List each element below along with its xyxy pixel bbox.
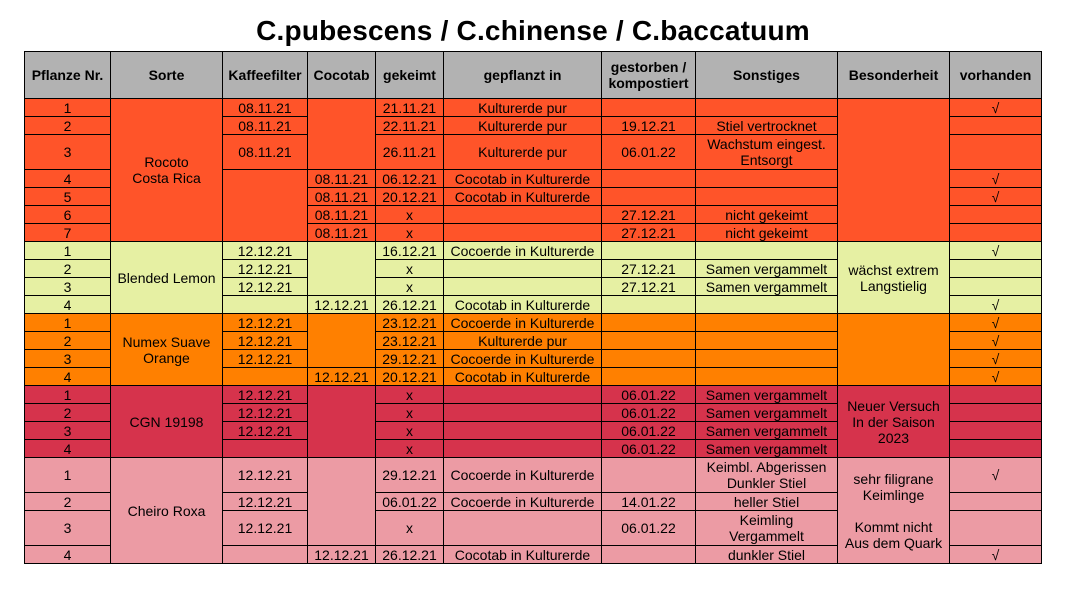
- cell-nr: 3: [25, 511, 111, 546]
- cell-gepflanzt: Kulturerde pur: [444, 117, 602, 135]
- cell-vorhanden: √: [950, 458, 1042, 493]
- cell-gekeimt: 20.12.21: [376, 188, 444, 206]
- cell-gestorben: 06.01.22: [602, 135, 696, 170]
- cell-nr: 7: [25, 224, 111, 242]
- header-gestorben: [602, 52, 696, 99]
- header-besonderheit: Besonderheit: [838, 52, 950, 99]
- cell-besonderheit: [838, 99, 950, 242]
- cell-nr: 3: [25, 135, 111, 170]
- cell-sonstiges: [696, 314, 838, 332]
- cell-sorte: [111, 314, 223, 386]
- table-row: [25, 99, 1042, 117]
- cell-sonstiges: [696, 99, 838, 117]
- cell-gepflanzt: Cocoerde in Kulturerde: [444, 493, 602, 511]
- cell-gestorben: [602, 314, 696, 332]
- cell-gekeimt: 23.12.21: [376, 332, 444, 350]
- cell-gepflanzt: [444, 440, 602, 458]
- cell-cocotab: 08.11.21: [308, 206, 376, 224]
- cell-vorhanden: √: [950, 546, 1042, 564]
- cell-kaffeefilter: [223, 368, 308, 386]
- cell-gekeimt: x: [376, 278, 444, 296]
- cell-sorte: CGN 19198: [111, 386, 223, 458]
- cell-kaffeefilter: 12.12.21: [223, 278, 308, 296]
- cell-vorhanden: [950, 206, 1042, 224]
- cell-gekeimt: 20.12.21: [376, 368, 444, 386]
- header-vorhanden: vorhanden: [950, 52, 1042, 99]
- cell-gepflanzt: Cocotab in Kulturerde: [444, 546, 602, 564]
- cell-nr: 3: [25, 350, 111, 368]
- cell-sonstiges: [696, 135, 838, 170]
- cell-kaffeefilter: 12.12.21: [223, 422, 308, 440]
- cell-sonstiges: [696, 350, 838, 368]
- cell-gepflanzt: Kulturerde pur: [444, 135, 602, 170]
- cell-sonstiges: Samen vergammelt: [696, 404, 838, 422]
- cell-gepflanzt: Cocotab in Kulturerde: [444, 368, 602, 386]
- cell-gepflanzt: [444, 278, 602, 296]
- cell-gestorben: 27.12.21: [602, 260, 696, 278]
- cell-gepflanzt: Cocotab in Kulturerde: [444, 296, 602, 314]
- cell-vorhanden: [950, 386, 1042, 404]
- cell-gestorben: 19.12.21: [602, 117, 696, 135]
- cell-gepflanzt: Cocoerde in Kulturerde: [444, 458, 602, 493]
- sonstiges-line2: Dunkler Stiel: [726, 475, 807, 491]
- header-gestorben-line2: kompostiert: [608, 75, 689, 91]
- cell-vorhanden: √: [950, 332, 1042, 350]
- cell-gekeimt: x: [376, 440, 444, 458]
- cell-vorhanden: [950, 493, 1042, 511]
- cell-sonstiges: [696, 242, 838, 260]
- cell-gepflanzt: Kulturerde pur: [444, 332, 602, 350]
- cell-kaffeefilter: 12.12.21: [223, 260, 308, 278]
- besonderheit-line3: Kommt nicht: [854, 518, 933, 535]
- cell-cocotab: [308, 458, 376, 546]
- cell-gepflanzt: [444, 206, 602, 224]
- besonderheit-line2: In der Saison: [852, 413, 935, 430]
- cell-kaffeefilter: 08.11.21: [223, 99, 308, 117]
- cell-vorhanden: [950, 135, 1042, 170]
- cell-vorhanden: √: [950, 242, 1042, 260]
- besonderheit-line3: 2023: [877, 429, 910, 446]
- cell-nr: 2: [25, 404, 111, 422]
- cell-kaffeefilter: 12.12.21: [223, 314, 308, 332]
- table-header-row: [25, 52, 1042, 99]
- cell-sonstiges: [696, 458, 838, 493]
- cell-gekeimt: 06.01.22: [376, 493, 444, 511]
- cell-gekeimt: 22.11.21: [376, 117, 444, 135]
- cell-gestorben: 27.12.21: [602, 206, 696, 224]
- cell-sonstiges: [696, 188, 838, 206]
- header-kaffeefilter: Kaffeefilter: [223, 52, 308, 99]
- cell-nr: 3: [25, 278, 111, 296]
- table-row: [25, 242, 1042, 260]
- cell-gepflanzt: [444, 224, 602, 242]
- cell-gepflanzt: [444, 422, 602, 440]
- cell-sorte: [111, 99, 223, 242]
- header-sorte: Sorte: [111, 52, 223, 99]
- cell-vorhanden: [950, 117, 1042, 135]
- group-lemon: [25, 242, 1042, 314]
- cell-gestorben: 27.12.21: [602, 224, 696, 242]
- cell-gekeimt: 29.12.21: [376, 458, 444, 493]
- group-rocoto: [25, 99, 1042, 242]
- cell-nr: 1: [25, 242, 111, 260]
- cell-gestorben: [602, 368, 696, 386]
- besonderheit-line2: Langstielig: [860, 277, 927, 294]
- cell-gepflanzt: Cocoerde in Kulturerde: [444, 350, 602, 368]
- cell-vorhanden: [950, 404, 1042, 422]
- cell-gestorben: [602, 546, 696, 564]
- cell-kaffeefilter: 12.12.21: [223, 511, 308, 546]
- sonstiges-line1: Wachstum eingest.: [707, 136, 826, 152]
- cell-nr: 4: [25, 170, 111, 188]
- cell-sonstiges: [696, 368, 838, 386]
- cell-vorhanden: √: [950, 188, 1042, 206]
- cell-gepflanzt: Cocoerde in Kulturerde: [444, 314, 602, 332]
- cell-sonstiges: Samen vergammelt: [696, 278, 838, 296]
- sorte-line1: Numex Suave: [122, 333, 211, 350]
- cell-gekeimt: 21.11.21: [376, 99, 444, 117]
- cell-gestorben: 14.01.22: [602, 493, 696, 511]
- cell-nr: 2: [25, 117, 111, 135]
- cell-nr: 1: [25, 314, 111, 332]
- cell-cocotab: [308, 386, 376, 458]
- cell-sonstiges: [696, 170, 838, 188]
- cell-gestorben: 06.01.22: [602, 440, 696, 458]
- cell-gekeimt: x: [376, 511, 444, 546]
- cell-gestorben: [602, 242, 696, 260]
- sonstiges-line2: Entsorgt: [740, 152, 793, 168]
- cell-sonstiges: Samen vergammelt: [696, 440, 838, 458]
- cell-gepflanzt: Cocotab in Kulturerde: [444, 188, 602, 206]
- cell-vorhanden: √: [950, 350, 1042, 368]
- cell-sonstiges: [696, 511, 838, 546]
- sorte-line1: Rocoto: [144, 154, 189, 170]
- cell-kaffeefilter: 12.12.21: [223, 493, 308, 511]
- cell-gekeimt: 26.12.21: [376, 546, 444, 564]
- cell-gekeimt: 26.11.21: [376, 135, 444, 170]
- cell-nr: 2: [25, 332, 111, 350]
- sonstiges-line1: Keimbl. Abgerissen: [706, 459, 827, 475]
- cell-gekeimt: x: [376, 224, 444, 242]
- cell-gekeimt: 16.12.21: [376, 242, 444, 260]
- cell-cocotab: [308, 314, 376, 368]
- cell-gestorben: [602, 99, 696, 117]
- cell-gepflanzt: Kulturerde pur: [444, 99, 602, 117]
- cell-vorhanden: [950, 224, 1042, 242]
- cell-gestorben: [602, 332, 696, 350]
- cell-kaffeefilter: [223, 170, 308, 242]
- cell-gestorben: [602, 458, 696, 493]
- cell-cocotab: 12.12.21: [308, 296, 376, 314]
- cell-gekeimt: 26.12.21: [376, 296, 444, 314]
- cell-besonderheit: [838, 458, 950, 564]
- cell-vorhanden: [950, 422, 1042, 440]
- cell-gepflanzt: [444, 260, 602, 278]
- besonderheit-line1: Neuer Versuch: [847, 397, 940, 414]
- cell-gekeimt: x: [376, 422, 444, 440]
- sorte-line2: Costa Rica: [132, 170, 201, 186]
- cell-gestorben: 06.01.22: [602, 386, 696, 404]
- cell-kaffeefilter: 12.12.21: [223, 386, 308, 404]
- cell-sonstiges: nicht gekeimt: [696, 206, 838, 224]
- cell-cocotab: 08.11.21: [308, 224, 376, 242]
- sorte-line2: Orange: [143, 349, 190, 366]
- cell-kaffeefilter: [223, 440, 308, 458]
- cell-sonstiges: heller Stiel: [696, 493, 838, 511]
- cell-nr: 3: [25, 422, 111, 440]
- cell-nr: 1: [25, 458, 111, 493]
- cell-nr: 5: [25, 188, 111, 206]
- cell-nr: 1: [25, 99, 111, 117]
- cell-gestorben: [602, 350, 696, 368]
- cell-sonstiges: Samen vergammelt: [696, 386, 838, 404]
- cell-vorhanden: √: [950, 170, 1042, 188]
- cell-nr: 4: [25, 296, 111, 314]
- header-cocotab: Cocotab: [308, 52, 376, 99]
- cell-nr: 4: [25, 368, 111, 386]
- cell-sorte: Blended Lemon: [111, 242, 223, 314]
- besonderheit-line4: Aus dem Quark: [844, 534, 943, 551]
- cell-kaffeefilter: 12.12.21: [223, 332, 308, 350]
- cell-kaffeefilter: [223, 296, 308, 314]
- header-gekeimt: gekeimt: [376, 52, 444, 99]
- cell-vorhanden: √: [950, 314, 1042, 332]
- sonstiges-line1: Keimling: [739, 512, 794, 528]
- cell-kaffeefilter: [223, 546, 308, 564]
- cell-gekeimt: 29.12.21: [376, 350, 444, 368]
- cell-sonstiges: Stiel vertrocknet: [696, 117, 838, 135]
- cell-cocotab: [308, 99, 376, 170]
- cell-kaffeefilter: 12.12.21: [223, 404, 308, 422]
- group-numex: [25, 314, 1042, 386]
- cell-gekeimt: 23.12.21: [376, 314, 444, 332]
- header-gestorben-line1: gestorben /: [610, 59, 687, 75]
- group-cgn: [25, 386, 1042, 458]
- cell-besonderheit: [838, 242, 950, 314]
- cell-cocotab: 08.11.21: [308, 170, 376, 188]
- cell-vorhanden: √: [950, 368, 1042, 386]
- cell-cocotab: [308, 242, 376, 296]
- cell-gekeimt: x: [376, 386, 444, 404]
- page-title: C.pubescens / C.chinense / C.baccatuum: [256, 15, 810, 46]
- table-row: [25, 386, 1042, 404]
- cell-gekeimt: x: [376, 404, 444, 422]
- cell-nr: 2: [25, 260, 111, 278]
- cell-gekeimt: x: [376, 206, 444, 224]
- cell-gestorben: 06.01.22: [602, 511, 696, 546]
- besonderheit-line1: sehr filigrane: [853, 470, 934, 487]
- header-sonstiges: Sonstiges: [696, 52, 838, 99]
- cell-kaffeefilter: 12.12.21: [223, 350, 308, 368]
- cell-vorhanden: [950, 511, 1042, 546]
- cell-gestorben: 27.12.21: [602, 278, 696, 296]
- cell-gepflanzt: [444, 386, 602, 404]
- header-nr: Pflanze Nr.: [25, 52, 111, 99]
- cell-gestorben: [602, 296, 696, 314]
- cell-vorhanden: [950, 260, 1042, 278]
- sonstiges-line2: Vergammelt: [729, 528, 804, 544]
- cell-kaffeefilter: 12.12.21: [223, 242, 308, 260]
- group-cheiro: [25, 458, 1042, 564]
- cell-sonstiges: nicht gekeimt: [696, 224, 838, 242]
- cell-cocotab: 08.11.21: [308, 188, 376, 206]
- table-row: [25, 314, 1042, 332]
- cell-gestorben: [602, 188, 696, 206]
- cell-nr: 4: [25, 546, 111, 564]
- cell-cocotab: 12.12.21: [308, 546, 376, 564]
- header-gepflanzt: gepflanzt in: [444, 52, 602, 99]
- cell-gestorben: [602, 170, 696, 188]
- cell-gekeimt: x: [376, 260, 444, 278]
- plant-table: [24, 51, 1042, 564]
- cell-sonstiges: Samen vergammelt: [696, 422, 838, 440]
- cell-sonstiges: Samen vergammelt: [696, 260, 838, 278]
- cell-vorhanden: √: [950, 99, 1042, 117]
- cell-vorhanden: [950, 278, 1042, 296]
- cell-sonstiges: [696, 296, 838, 314]
- cell-gepflanzt: Cocoerde in Kulturerde: [444, 242, 602, 260]
- cell-kaffeefilter: 12.12.21: [223, 458, 308, 493]
- cell-vorhanden: [950, 440, 1042, 458]
- cell-nr: 4: [25, 440, 111, 458]
- cell-kaffeefilter: 08.11.21: [223, 117, 308, 135]
- cell-besonderheit: [838, 314, 950, 386]
- cell-nr: 1: [25, 386, 111, 404]
- cell-gekeimt: 06.12.21: [376, 170, 444, 188]
- cell-gepflanzt: Cocotab in Kulturerde: [444, 170, 602, 188]
- cell-gestorben: 06.01.22: [602, 404, 696, 422]
- cell-nr: 6: [25, 206, 111, 224]
- cell-gestorben: 06.01.22: [602, 422, 696, 440]
- cell-cocotab: 12.12.21: [308, 368, 376, 386]
- cell-sonstiges: dunkler Stiel: [696, 546, 838, 564]
- cell-gepflanzt: [444, 404, 602, 422]
- cell-sorte: Cheiro Roxa: [111, 458, 223, 564]
- cell-vorhanden: √: [950, 296, 1042, 314]
- cell-sonstiges: [696, 332, 838, 350]
- cell-besonderheit: [838, 386, 950, 458]
- cell-nr: 2: [25, 493, 111, 511]
- besonderheit-line1: wächst extrem: [848, 261, 939, 278]
- table-row: [25, 458, 1042, 493]
- besonderheit-line2: Keimlinge: [862, 486, 925, 503]
- cell-gepflanzt: [444, 511, 602, 546]
- cell-kaffeefilter: 08.11.21: [223, 135, 308, 170]
